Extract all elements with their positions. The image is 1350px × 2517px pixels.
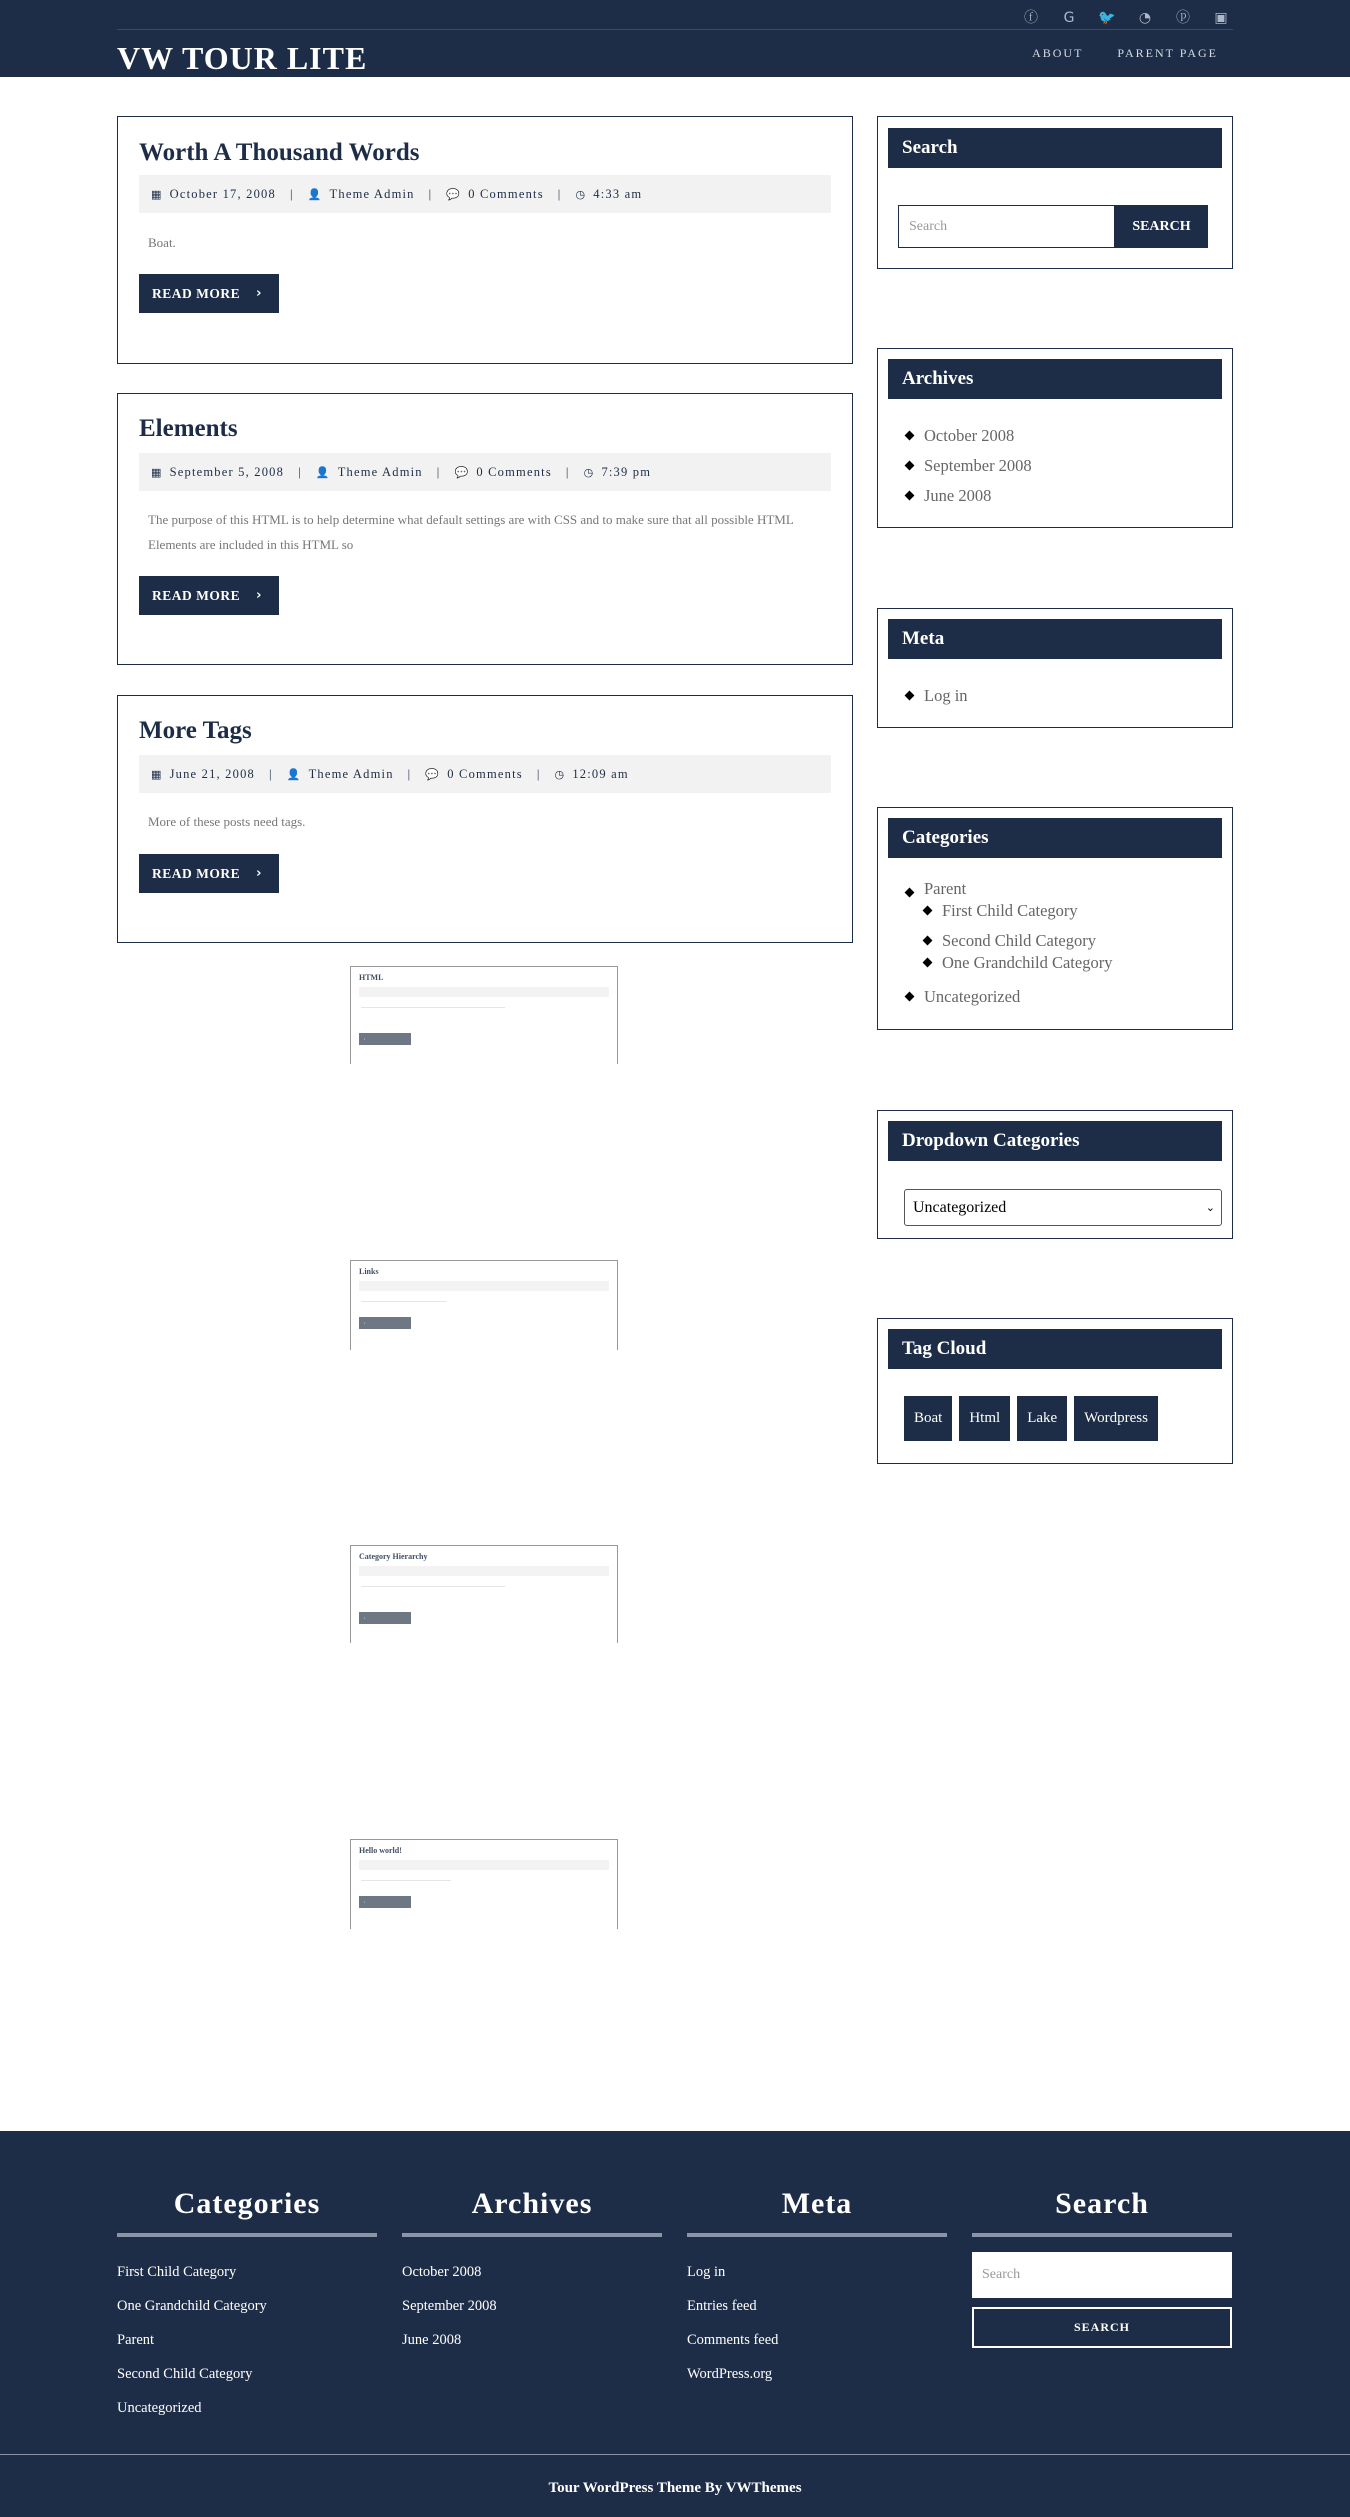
tag-link[interactable]: Boat [904,1396,952,1441]
google-icon[interactable]: G [1063,10,1075,26]
post-card [117,393,853,665]
footer-link[interactable]: WordPress.org [687,2366,773,2382]
footer-list [402,2255,662,2357]
post-thumbnail[interactable] [350,966,618,1064]
site-footer [0,2131,1350,2517]
read-more-button[interactable]: READ MORE › [139,854,279,893]
tag-link[interactable]: Html [959,1396,1010,1441]
post-time: 4:33 am [593,186,643,201]
thumbnail-button: › [359,1612,411,1624]
post-comments[interactable]: 0 Comments [468,186,544,201]
footer-link[interactable]: Entries feed [687,2298,757,2314]
site-title[interactable]: VW TOUR LITE [117,40,368,76]
thumbnail-button: › [359,1033,411,1045]
thumbnail-meta [359,1860,609,1870]
tag-cloud-widget [877,1318,1233,1464]
twitter-icon[interactable]: 🐦 [1098,10,1116,26]
footer-link[interactable]: Log in [687,2264,726,2280]
meta-widget [877,608,1233,728]
footer-link[interactable]: September 2008 [402,2298,497,2314]
archive-link[interactable]: September 2008 [904,451,1032,481]
tag-link[interactable]: Lake [1017,1396,1067,1441]
footer-heading: Meta [781,2187,853,2220]
rss-icon[interactable]: ◔ [1138,10,1152,26]
widget-title: Dropdown Categories [888,1121,1222,1161]
clock-icon: ◷ [554,767,566,781]
thumbnail-button: › [359,1317,411,1329]
footer-divider [117,2233,377,2237]
categories-widget [877,807,1233,1030]
post-excerpt: More of these posts need tags. [148,814,306,829]
footer-link[interactable]: One Grandchild Category [117,2298,267,2314]
main-nav [1032,46,1218,61]
footer-archives [402,2187,662,2357]
post-author[interactable]: Theme Admin [337,464,423,479]
comments-icon: 💬 [454,465,470,479]
user-icon: 👤 [307,187,323,201]
footer-heading: Archives [471,2187,593,2220]
meta-list [904,681,968,711]
category-link[interactable]: First Child Category [922,900,1112,930]
post-meta: ▦ September 5, 2008 | 👤 Theme Admin | 💬 0 Comments | ◷ 7:39 pm [139,453,831,491]
footer-link[interactable]: Comments feed [687,2332,779,2348]
post-comments[interactable]: 0 Comments [476,464,552,479]
chevron-right-icon: › [256,866,262,881]
footer-divider [687,2233,947,2237]
thumbnail-meta [359,1281,609,1291]
footer-divider [972,2233,1232,2237]
category-select[interactable]: Uncategorized ⌄ [904,1189,1222,1226]
category-link[interactable]: One Grandchild Category [922,952,1112,982]
footer-link[interactable]: First Child Category [117,2264,237,2280]
post-title[interactable]: Elements [139,415,238,442]
footer-list [117,2255,377,2425]
user-icon: 👤 [286,767,302,781]
thumbnail-meta [359,987,609,997]
footer-link[interactable]: October 2008 [402,2264,482,2280]
post-meta: ▦ June 21, 2008 | 👤 Theme Admin | 💬 0 Comments | ◷ 12:09 am [139,755,831,793]
archive-link[interactable]: June 2008 [904,481,1032,511]
nav-about[interactable]: ABOUT [1032,46,1084,60]
nav-parent-page[interactable]: PARENT PAGE [1117,46,1218,60]
footer-link[interactable]: Uncategorized [117,2400,202,2416]
thumbnail-button: › [359,1896,411,1908]
post-meta: ▦ October 17, 2008 | 👤 Theme Admin | 💬 0 Comments | ◷ 4:33 am [139,175,831,213]
copyright-text[interactable]: Tour WordPress Theme By VWThemes [548,2480,802,2496]
thumbnail-title: Hello world! [359,1846,402,1855]
footer-search-input[interactable]: Search [972,2252,1232,2298]
post-thumbnail[interactable] [350,1545,618,1643]
post-author[interactable]: Theme Admin [329,186,415,201]
tag-link[interactable]: Wordpress [1074,1396,1158,1441]
post-time: 7:39 pm [601,464,652,479]
search-input[interactable]: Search [898,205,1115,248]
facebook-icon[interactable]: ⓕ [1024,10,1038,26]
post-thumbnail[interactable] [350,1839,618,1929]
widget-title: Meta [888,619,1222,659]
clock-icon: ◷ [583,465,595,479]
chevron-right-icon: › [256,588,262,603]
category-link[interactable]: Parent [904,878,1112,900]
linkedin-icon[interactable]: ▣ [1214,10,1228,26]
post-thumbnail[interactable] [350,1260,618,1350]
footer-link[interactable]: Second Child Category [117,2366,253,2382]
category-link[interactable]: Uncategorized [904,982,1112,1012]
archives-list [904,421,1032,511]
comments-icon: 💬 [425,767,441,781]
thumbnail-meta [359,1566,609,1576]
post-excerpt: Boat. [148,235,176,250]
post-time: 12:09 am [572,766,629,781]
calendar-icon: ▦ [151,187,163,201]
search-button[interactable]: SEARCH [1115,205,1208,248]
post-card [117,695,853,943]
thumbnail-excerpt: ———————————————————————————————— [361,1004,505,1009]
footer-meta [687,2187,947,2391]
footer-search [972,2187,1232,2348]
site-header [0,0,1350,77]
footer-divider [402,2233,662,2237]
thumbnail-excerpt: ———————————————————— [361,1877,451,1882]
tag-list [904,1396,1158,1441]
footer-link[interactable]: June 2008 [402,2332,462,2348]
categories-list [904,878,1112,1012]
post-date[interactable]: October 17, 2008 [169,186,276,201]
meta-link[interactable]: Log in [904,681,968,711]
post-excerpt: The purpose of this HTML is to help determine what default settings are with CSS and to make sure that all possible HTML Elements are included in this HTML so [148,512,794,552]
footer-heading: Categories [173,2187,321,2220]
thumbnail-title: HTML [359,973,384,982]
chevron-right-icon: › [256,286,262,301]
pinterest-icon[interactable]: ⓟ [1176,10,1190,26]
calendar-icon: ▦ [151,465,163,479]
read-more-button[interactable]: READ MORE › [139,576,279,615]
widget-title: Tag Cloud [888,1329,1222,1369]
post-title[interactable]: More Tags [139,717,252,744]
post-date[interactable]: September 5, 2008 [169,464,285,479]
thumbnail-excerpt: ———————————————————————————————— [361,1583,505,1588]
calendar-icon: ▦ [151,767,163,781]
dropdown-categories-widget [877,1110,1233,1239]
footer-categories [117,2187,377,2425]
thumbnail-title: Category Hierarchy [359,1552,428,1561]
thumbnail-excerpt: ——————————————————— [361,1298,447,1303]
post-date[interactable]: June 21, 2008 [169,766,255,781]
chevron-down-icon: ⌄ [1205,1201,1215,1214]
widget-title: Categories [888,818,1222,858]
archive-link[interactable]: October 2008 [904,421,1032,451]
social-links [1020,8,1232,28]
archives-widget [877,348,1233,528]
clock-icon: ◷ [575,187,587,201]
footer-heading: Search [1055,2187,1149,2220]
thumbnail-title: Links [359,1267,379,1276]
post-author[interactable]: Theme Admin [308,766,394,781]
footer-link[interactable]: Parent [117,2332,155,2348]
search-widget [877,116,1233,269]
comments-icon: 💬 [446,187,462,201]
post-title[interactable]: Worth A Thousand Words [139,139,420,166]
post-comments[interactable]: 0 Comments [447,766,523,781]
footer-list [687,2255,947,2391]
footer-divider-line [0,2454,1350,2455]
header-divider [117,29,1233,30]
user-icon: 👤 [315,465,331,479]
category-link[interactable]: Second Child Category [922,930,1112,952]
read-more-button[interactable]: READ MORE › [139,274,279,313]
widget-title: Archives [888,359,1222,399]
post-card [117,116,853,364]
widget-title: Search [888,128,1222,168]
footer-search-button[interactable]: SEARCH [972,2307,1232,2348]
